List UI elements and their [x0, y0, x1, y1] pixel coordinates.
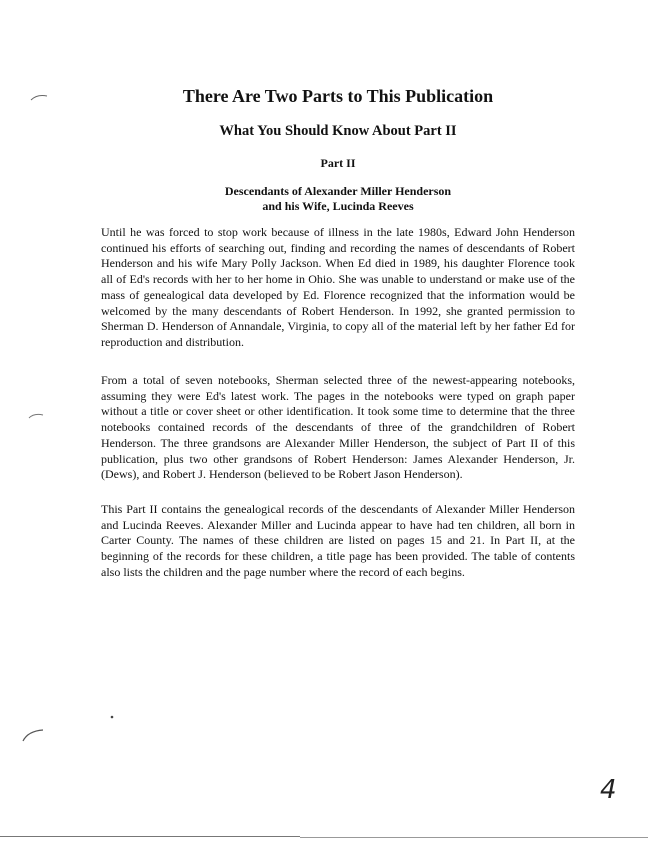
- page-subtitle: What You Should Know About Part II: [219, 123, 457, 139]
- scan-mark-top-left: [30, 93, 48, 101]
- bottom-scan-line-right: [300, 837, 648, 838]
- bottom-scan-line-left: [0, 836, 300, 837]
- section-heading-line-2: and his Wife, Lucinda Reeves: [262, 199, 414, 213]
- section-heading-line-1: Descendants of Alexander Miller Henderson: [224, 184, 452, 198]
- scan-mark-bottom-left: [22, 728, 44, 742]
- paragraph-2: From a total of seven notebooks, Sherman selected three of the newest-appearing notebooks, assuming they were Ed's latest work. The pages in the notebooks were typed on graph paper without a title or cover sheet or other identification. It took some time to determine that the three notebooks contained records of the descendants of three of the grandchildren of Robert Henderson. The three grandsons are Alexander Miller Henderson, the subject of Part II of this publication, plus two other grandsons of Robert Henderson: James Alexander Henderson, Jr. (Dews), and Robert J. Henderson (believed to be Robert Jason Henderson).: [101, 373, 575, 482]
- paragraph-3: This Part II contains the genealogical records of the descendants of Alexander Miller Henderson and Lucinda Reeves. Alexander Miller and Lucinda appear to have had ten children, all born in Carter County. The names of these children are listed on pages 15 and 21. In Part II, at the beginning of the records for these children, a title page has been provided. The table of contents also lists the children and the page number where the record of each begins.: [101, 502, 575, 579]
- page-title: There Are Two Parts to This Publication: [182, 86, 494, 106]
- scan-dot: [110, 715, 114, 719]
- section-heading: [0, 184, 648, 214]
- handwritten-page-number: 4: [600, 775, 617, 805]
- paragraph-1: Until he was forced to stop work because of illness in the late 1980s, Edward John Henderson continued his efforts of searching out, finding and recording the names of descendants of Robert Henderson and his wife Mary Polly Jackson. When Ed died in 1989, his daughter Florence took all of Ed's records with her to her home in Ohio. She was unable to understand or make use of the mass of genealogical data developed by Ed. Florence recognized that the information would be welcomed by the many descendants of Robert Henderson. In 1992, she granted permission to Sherman D. Henderson of Annandale, Virginia, to copy all of the material left by her father Ed for reproduction and distribution.: [101, 225, 575, 349]
- part-label: Part II: [320, 156, 356, 170]
- scan-mark-mid-left: [28, 412, 44, 420]
